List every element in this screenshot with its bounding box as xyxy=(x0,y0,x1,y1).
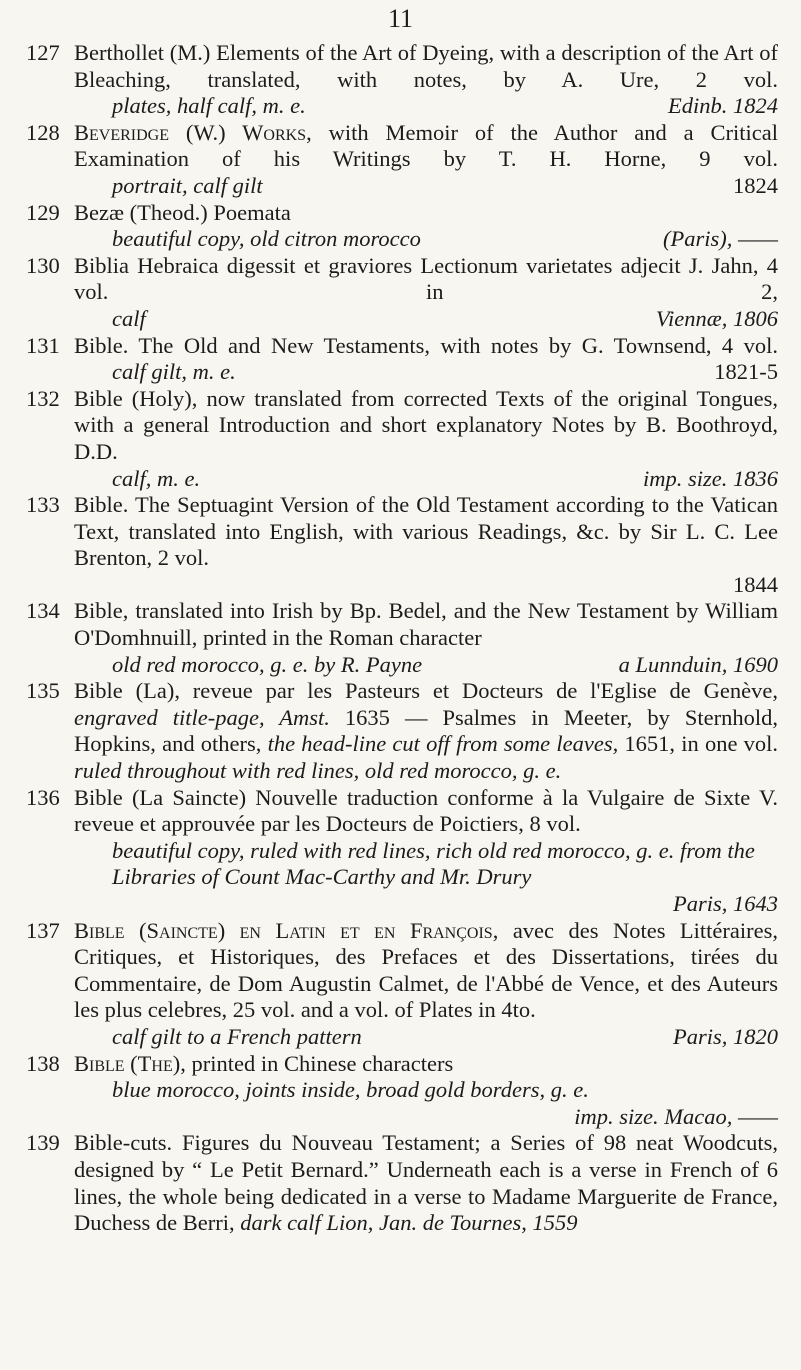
entry-description-text: Bible-cuts. Figures du Nouveau Testament; a Series of 98 neat Woodcuts, designed by “ Le Petit Bernard.” Underneath each is a verse in French of 6 lines, the whole being dedicated in a verse to Madame Marguerite de France, Duchess de Berri, xyxy=(74,1130,778,1236)
catalogue-entry xyxy=(26,253,778,333)
entry-footer xyxy=(74,466,778,493)
entry-description xyxy=(74,1130,778,1236)
entry-footer xyxy=(74,173,778,200)
entry-footer xyxy=(74,1024,778,1051)
entry-binding: blue morocco, joints inside, broad gold borders, g. e. xyxy=(112,1077,589,1103)
entry-number: 130 xyxy=(26,252,60,278)
entry-description: Bible, translated into Irish by Bp. Bedel, and the New Testament by William O'Domhnuill, printed in the Roman character xyxy=(74,598,778,651)
entry-description: Biblia Hebraica digessit et graviores Lectionum varietates adjecit J. Jahn, 4 vol. in 2, xyxy=(74,252,778,305)
entry-binding: beautiful copy, old citron morocco xyxy=(112,226,421,252)
entry-number: 138 xyxy=(26,1050,60,1076)
entry-imprint: a Lunnduin, 1690 xyxy=(618,651,778,677)
entry-description xyxy=(74,918,778,1024)
entry-binding: calf gilt to a French pattern xyxy=(112,1023,362,1049)
entry-number: 137 xyxy=(26,917,60,943)
catalogue-entry xyxy=(26,333,778,386)
entry-description xyxy=(74,120,778,173)
page-number: 11 xyxy=(387,4,414,33)
entry-description: Bible. The Septuagint Version of the Old Testament according to the Vatican Text, translated into English, with various Readings, &c. by Sir L. C. Lee Brenton, 2 vol. xyxy=(74,492,778,571)
entry-binding: calf xyxy=(112,305,146,331)
entry-number: 131 xyxy=(26,332,60,358)
entry-imprint: Viennæ, 1806 xyxy=(655,305,778,331)
catalogue-entry xyxy=(26,785,778,918)
entry-number: 132 xyxy=(26,385,60,411)
entry-description: Bible (Holy), now translated from corrected Texts of the original Tongues, with a general Introduction and short explanatory Notes by B. Boothroyd, D.D. xyxy=(74,385,778,464)
entry-imprint: 1824 xyxy=(733,172,778,198)
entry-imprint: 1821-5 xyxy=(714,359,778,385)
catalogue-entry xyxy=(26,40,778,120)
entry-binding: beautiful copy, ruled with red lines, rich old red morocco, g. e. from the Libraries of Count Mac-Carthy and Mr. Drury xyxy=(112,837,755,890)
entry-binding: the head-line cut off from some leaves, xyxy=(267,731,619,757)
catalogue-entry xyxy=(26,492,778,598)
entry-imprint: Edinb. 1824 xyxy=(668,93,778,119)
entry-description: Berthollet (M.) Elements of the Art of Dyeing, with a description of the Art of Bleaching, translated, with notes, by A. Ure, 2 vol. xyxy=(74,40,778,92)
entry-description: Bible. The Old and New Testaments, with notes by G. Townsend, 4 vol. xyxy=(74,332,778,358)
entry-description xyxy=(74,1051,778,1078)
entry-imprint: 1844 xyxy=(733,571,778,597)
catalogue-entry xyxy=(26,1051,778,1131)
catalogue-entries xyxy=(26,40,778,1237)
entry-number: 134 xyxy=(26,598,60,624)
entry-heading: Bible (Saincte) en Latin et en François, xyxy=(74,917,499,943)
entry-number: 139 xyxy=(26,1130,60,1156)
catalogue-entry xyxy=(26,918,778,1051)
entry-number: 128 xyxy=(26,119,60,145)
entry-number: 136 xyxy=(26,784,60,810)
catalogue-entry xyxy=(26,1130,778,1236)
entry-heading: Bible (The), xyxy=(74,1050,186,1076)
catalogue-entry xyxy=(26,678,778,784)
entry-footer xyxy=(74,359,778,386)
catalogue-entry xyxy=(26,598,778,678)
entry-imprint: (Paris), —— xyxy=(662,226,778,252)
entry-description: Bezæ (Theod.) Poemata xyxy=(74,199,291,225)
entry-imprint: Paris, 1820 xyxy=(672,1023,778,1049)
entry-description-text: printed in Chinese characters xyxy=(191,1050,454,1076)
entry-imprint: Paris, 1643 xyxy=(672,891,778,916)
entry-description-text: 1635 — Psalmes in Meeter, by Sternhold, Hopkins, and others, xyxy=(74,704,778,757)
entry-description-text: with Memoir of the Author and a Critical Examination of his Writings by T. H. Horne, 9 vol. xyxy=(74,119,778,172)
entry-description-text: 1651, in one vol. xyxy=(624,731,779,757)
entry-number: 133 xyxy=(26,492,60,518)
entry-footer xyxy=(74,306,778,333)
entry-footer xyxy=(74,652,778,679)
entry-footer xyxy=(74,1104,778,1131)
entry-binding: dark calf xyxy=(240,1210,321,1236)
entry-description-text: Bible (La), reveue par les Pasteurs et Docteurs de l'Eglise de Genève, xyxy=(74,678,778,704)
entry-footer xyxy=(74,891,778,918)
entry-binding: calf gilt, m. e. xyxy=(112,359,236,385)
entry-description xyxy=(74,678,778,784)
entry-binding: portrait, calf gilt xyxy=(112,172,263,198)
entry-footer xyxy=(74,572,778,599)
catalogue-entry xyxy=(26,120,778,200)
entry-footer xyxy=(74,226,778,253)
entry-description: Bible (La Saincte) Nouvelle traduction conforme à la Vulgaire de Sixte V. reveue et approuvée par les Docteurs de Poictiers, 8 vol. xyxy=(74,784,778,837)
entry-imprint: Lion, Jan. de Tournes, 1559 xyxy=(326,1210,578,1236)
entry-binding: engraved title-page, Amst. xyxy=(74,704,330,730)
entry-footer xyxy=(74,93,778,120)
entry-number: 129 xyxy=(26,199,60,225)
entry-binding: ruled throughout with red lines, old red morocco, g. e. xyxy=(74,758,562,784)
entry-description-text: avec des Notes Littéraires, Critiques, et Historiques, des Prefaces et des Dissertations, tirées du Commentaire, de Dom Augustin Calmet, de l'Abbé de Vence, et des Auteurs les plus celebres, 25 vol. and a vol. of Plates in 4to. xyxy=(74,917,779,1023)
entry-heading: Beveridge (W.) Works, xyxy=(74,119,312,145)
catalogue-entry xyxy=(26,200,778,253)
catalogue-entry xyxy=(26,386,778,492)
entry-binding: calf, m. e. xyxy=(112,465,201,491)
entry-imprint: imp. size. Macao, —— xyxy=(574,1103,778,1129)
entry-number: 127 xyxy=(26,40,60,65)
entry-binding: plates, half calf, m. e. xyxy=(112,93,306,119)
entry-number: 135 xyxy=(26,678,60,704)
entry-imprint: imp. size. 1836 xyxy=(643,465,778,491)
entry-binding: old red morocco, g. e. by R. Payne xyxy=(112,651,423,677)
